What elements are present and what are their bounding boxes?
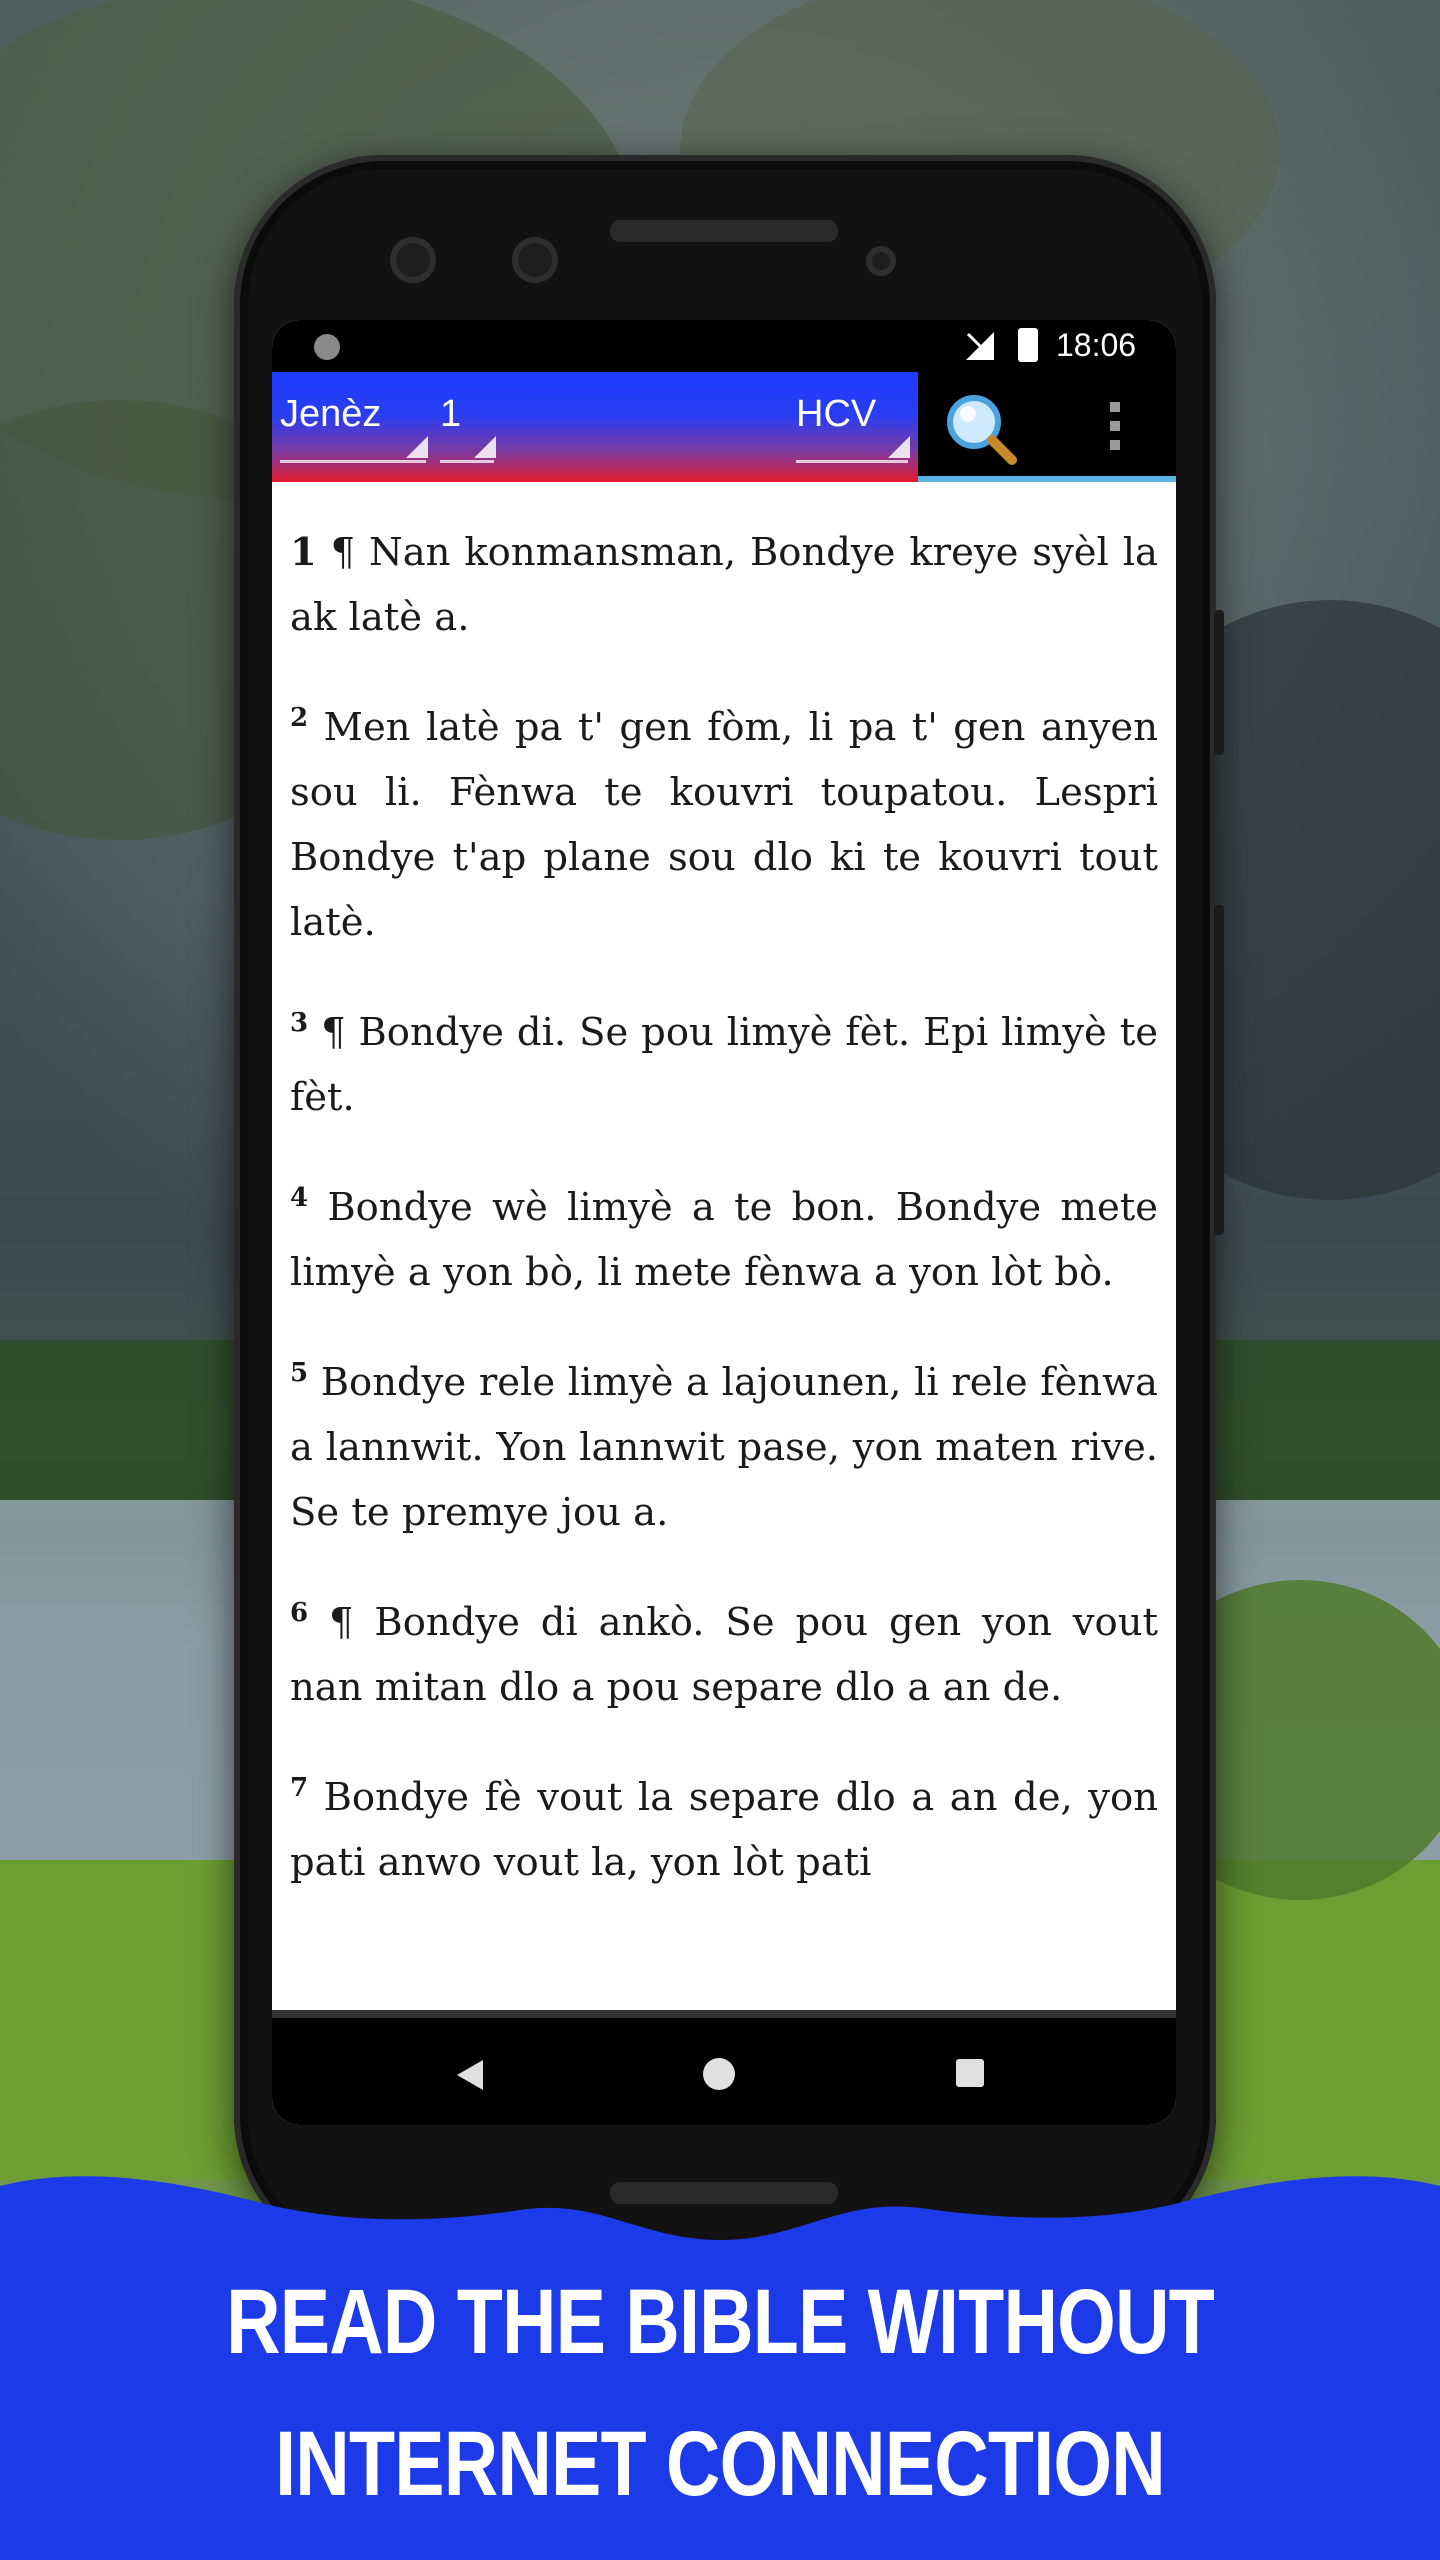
verse-text: Bondye rele limyè a lajounen, li rele fènwa a lannwit. Yon lannwit pase, yon maten rive. Se te premye jou a. <box>290 1360 1158 1535</box>
signal-icon <box>964 330 996 362</box>
verse <box>290 1175 1158 1305</box>
verse-number: 3 <box>290 1008 309 1039</box>
book-selector-label: Jenèz <box>280 393 382 435</box>
promo-headline-line1: READ THE BIBLE WITHOUT <box>226 2271 1214 2373</box>
dropdown-arrow-icon <box>474 436 496 458</box>
verse <box>290 1000 1158 1130</box>
search-icon[interactable] <box>944 392 1018 466</box>
front-camera-icon <box>390 237 436 283</box>
home-icon[interactable] <box>703 2058 735 2090</box>
overflow-menu-icon[interactable] <box>1108 402 1122 458</box>
back-icon[interactable] <box>457 2060 483 2090</box>
front-camera-icon <box>512 237 558 283</box>
proximity-sensor-icon <box>866 246 896 276</box>
system-nav-bar <box>272 2010 1176 2125</box>
verse <box>290 520 1158 650</box>
book-selector[interactable] <box>280 390 426 463</box>
notification-dot-icon <box>314 334 340 360</box>
verse <box>290 695 1158 955</box>
verse-number: 2 <box>290 703 309 734</box>
verse-number: 5 <box>290 1358 309 1389</box>
status-bar <box>272 320 1176 372</box>
verse-text: Men latè pa t' gen fòm, li pa t' gen anyen sou li. Fènwa te kouvri toupatou. Lespri Bondye t'ap plane sou dlo ki te kouvri tout latè. <box>290 705 1158 945</box>
verse-number: 6 <box>290 1598 309 1629</box>
verse-number: 4 <box>290 1183 309 1214</box>
promo-headline-line2: INTERNET CONNECTION <box>275 2413 1165 2515</box>
app-toolbar <box>272 372 1176 482</box>
recent-apps-icon[interactable] <box>956 2059 984 2087</box>
chapter-text <box>290 520 1158 2000</box>
verse-text: ¶ Bondye di. Se pou limyè fèt. Epi limyè te fèt. <box>290 1010 1158 1120</box>
version-selector[interactable] <box>796 390 908 463</box>
battery-icon <box>1018 328 1038 362</box>
verse-text: ¶ Nan konmansman, Bondye kreye syèl la ak latè a. <box>290 530 1158 640</box>
phone-power-button <box>1214 610 1224 755</box>
verse-text: Bondye fè vout la separe dlo a an de, yon pati anwo vout la, yon lòt pati <box>290 1775 1158 1885</box>
chapter-selector-label: 1 <box>440 393 462 435</box>
status-time: 18:06 <box>1056 327 1137 363</box>
dropdown-arrow-icon <box>888 436 910 458</box>
earpiece-speaker <box>610 220 838 242</box>
toolbar-accent-line <box>918 476 1176 482</box>
app-screen <box>272 320 1176 2125</box>
verse-text: ¶ Bondye di ankò. Se pou gen yon vout nan mitan dlo a pou separe dlo a an de. <box>290 1600 1158 1710</box>
version-selector-label: HCV <box>796 393 877 435</box>
verse <box>290 1590 1158 1720</box>
chapter-selector[interactable] <box>440 390 494 463</box>
verse-number: 1 <box>290 530 317 575</box>
dropdown-arrow-icon <box>406 436 428 458</box>
verse-number: 7 <box>290 1773 309 1804</box>
phone-volume-button <box>1214 905 1224 1235</box>
verse <box>290 1350 1158 1545</box>
verse-text: Bondye wè limyè a te bon. Bondye mete limyè a yon bò, li mete fènwa a yon lòt bò. <box>290 1185 1158 1295</box>
verse <box>290 1765 1158 1895</box>
